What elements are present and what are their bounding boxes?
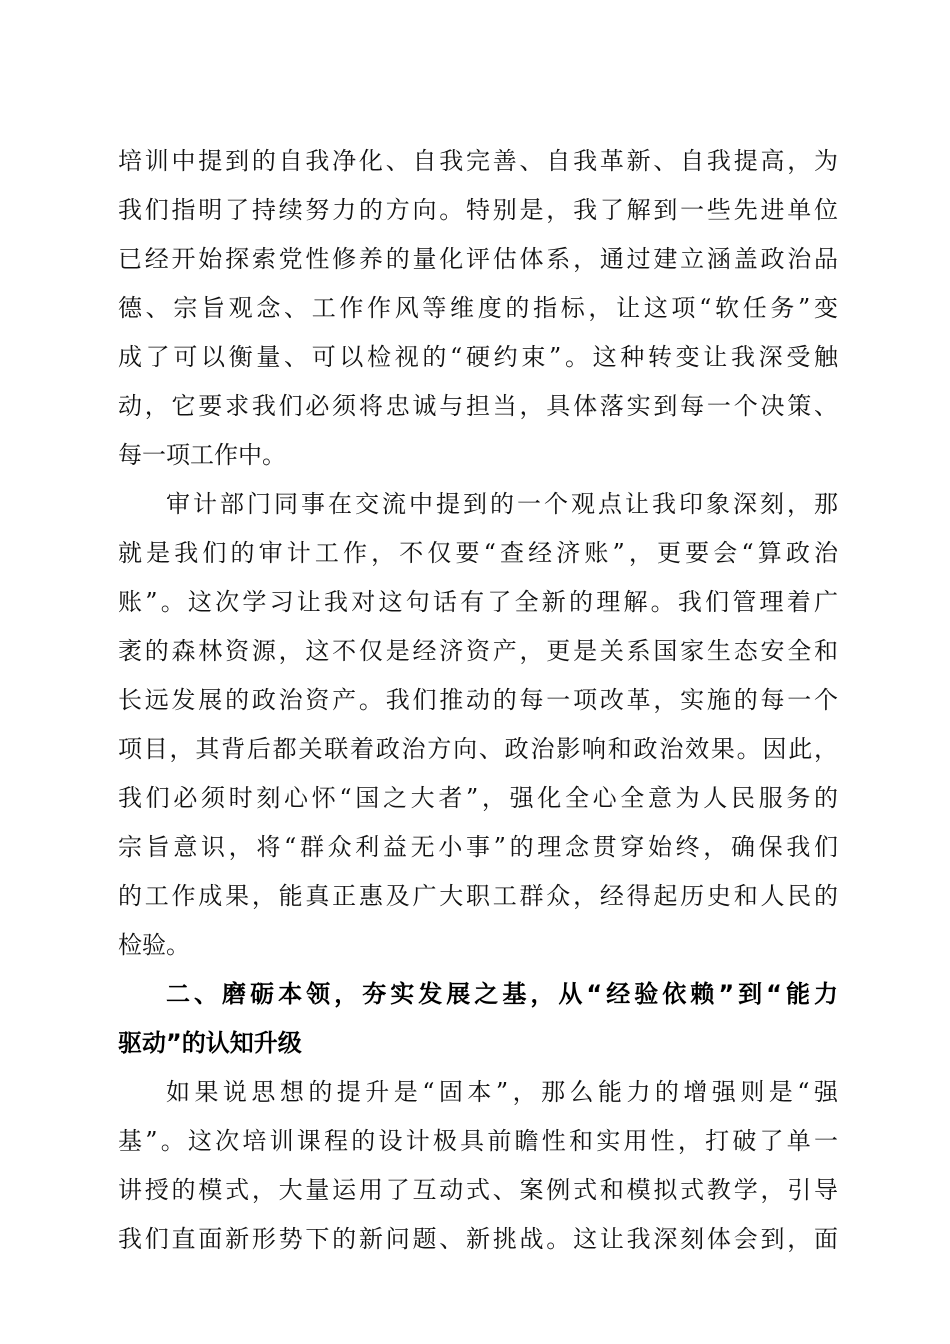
paragraph-2-line-first: 审计部门同事在交流中提到的一个观点让我印象深刻，那 <box>166 490 838 518</box>
paragraph-2-line: 就是我们的审计工作，不仅要“查经济账”，更要会“算政治 <box>118 539 838 567</box>
paragraph-1-line: 我们指明了持续努力的方向。特别是，我了解到一些先进单位 <box>118 196 838 224</box>
paragraph-1-line: 动，它要求我们必须将忠诚与担当，具体落实到每一个决策、 <box>118 392 838 420</box>
paragraph-1-line-last: 每一项工作中。 <box>118 441 286 469</box>
paragraph-2-line: 袤的森林资源，这不仅是经济资产，更是关系国家生态安全和 <box>118 637 838 665</box>
paragraph-2-line: 宗旨意识，将“群众利益无小事”的理念贯穿始终，确保我们 <box>118 833 838 861</box>
paragraph-3-line-first: 如果说思想的提升是“固本”，那么能力的增强则是“强 <box>166 1078 838 1106</box>
paragraph-3-line: 讲授的模式，大量运用了互动式、案例式和模拟式教学，引导 <box>118 1176 838 1204</box>
paragraph-2-line-last: 检验。 <box>118 931 190 959</box>
paragraph-2-line: 长远发展的政治资产。我们推动的每一项改革，实施的每一个 <box>118 686 838 714</box>
section-heading-line-first: 二、磨砺本领，夯实发展之基，从“经验依赖”到“能力 <box>166 980 838 1008</box>
section-heading-line-last: 驱动”的认知升级 <box>118 1029 302 1057</box>
paragraph-2-line: 的工作成果，能真正惠及广大职工群众，经得起历史和人民的 <box>118 882 838 910</box>
paragraph-2-line: 账”。这次学习让我对这句话有了全新的理解。我们管理着广 <box>118 588 838 616</box>
paragraph-1-line: 培训中提到的自我净化、自我完善、自我革新、自我提高，为 <box>118 147 838 175</box>
paragraph-3-line: 基”。这次培训课程的设计极具前瞻性和实用性，打破了单一 <box>118 1127 838 1155</box>
paragraph-1-line: 已经开始探索党性修养的量化评估体系，通过建立涵盖政治品 <box>118 245 838 273</box>
paragraph-1-line: 德、宗旨观念、工作作风等维度的指标，让这项“软任务”变 <box>118 294 838 322</box>
paragraph-1-line: 成了可以衡量、可以检视的“硬约束”。这种转变让我深受触 <box>118 343 838 371</box>
paragraph-2-line: 我们必须时刻心怀“国之大者”，强化全心全意为人民服务的 <box>118 784 838 812</box>
paragraph-2-line: 项目，其背后都关联着政治方向、政治影响和政治效果。因此， <box>118 735 838 763</box>
paragraph-3-line: 我们直面新形势下的新问题、新挑战。这让我深刻体会到，面 <box>118 1225 838 1253</box>
